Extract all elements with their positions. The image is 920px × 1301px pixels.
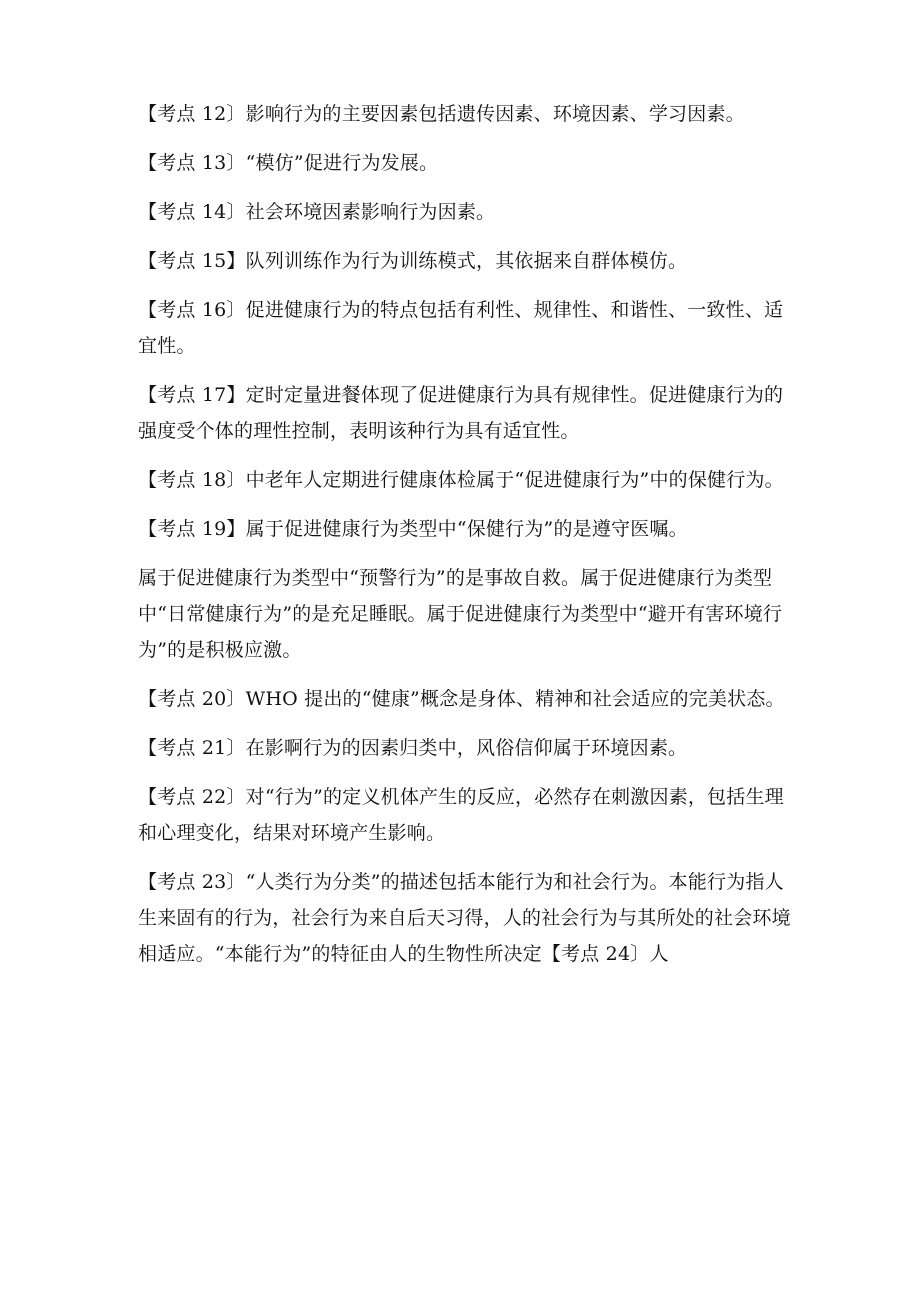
paragraph-point-19: 【考点 19】属于促进健康行为类型中“保健行为”的是遵守医嘱。	[138, 518, 688, 540]
paragraph-point-20: 【考点 20〕WHO 提出的“健康”概念是身体、精神和社会适应的完美状态。	[138, 688, 785, 710]
paragraph-point-14: 【考点 14〕社会环境因素影响行为因素。	[138, 201, 496, 223]
paragraph-point-19-continued: 属于促进健康行为类型中“预警行为”的是事故自救。属于促进健康行为类型中“日常健康行为”的是充足睡眠。属于促进健康行为类型中“避开有害环境行为”的是积极应激。	[138, 567, 783, 661]
paragraph-point-15: 【考点 15】队列训练作为行为训练模式，其依据来自群体模仿。	[138, 250, 688, 272]
paragraph-point-12: 【考点 12〕影响行为的主要因素包括遗传因素、环境因素、学习因素。	[138, 103, 745, 125]
paragraph-point-17: 【考点 17】定时定量进餐体现了促进健康行为具有规律性。促进健康行为的强度受个体的理性控制，表明该种行为具有适宜性。	[138, 384, 784, 442]
document-page	[138, 96, 800, 985]
paragraph-point-16: 【考点 16〕促进健康行为的特点包括有利性、规律性、和谐性、一致性、适宜性。	[138, 299, 784, 357]
paragraph-point-21: 【考点 21〕在影啊行为的因素归类中，风俗信仰属于环境因素。	[138, 737, 688, 759]
paragraph-point-23: 【考点 23〕“人类行为分类”的描述包括本能行为和社会行为。本能行为指人生来固有的行为，社会行为来自后天习得，人的社会行为与其所处的社会环境相适应。“本能行为”的特征由人的生物性所决定【考点 24〕人	[138, 871, 791, 965]
paragraph-point-13: 【考点 13〕“模仿”促进行为发展。	[138, 152, 439, 174]
paragraph-point-18: 【考点 18〕中老年人定期进行健康体检属于“促进健康行为”中的保健行为。	[138, 469, 784, 491]
paragraph-point-22: 【考点 22〕对“行为”的定义机体产生的反应，必然存在刺激因素，包括生理和心理变化，结果对环境产生影响。	[138, 786, 784, 844]
